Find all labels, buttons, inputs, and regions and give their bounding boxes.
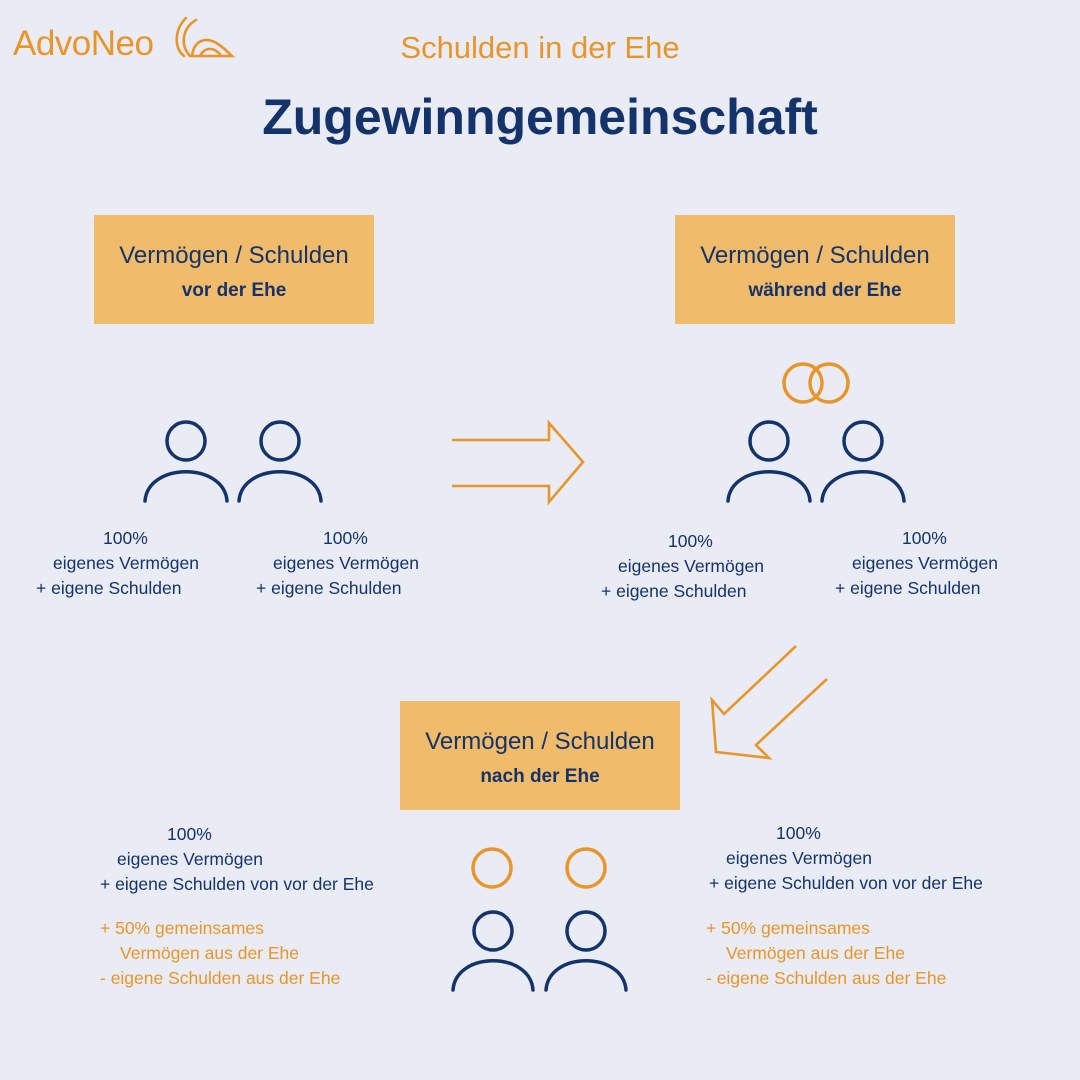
person-icon [453, 912, 533, 990]
person-icon [822, 422, 904, 501]
during-right-pct: 100% [902, 528, 947, 548]
after-left-shared-line3: - eigene Schulden aus der Ehe [100, 968, 341, 988]
arrow-right-icon [452, 423, 583, 502]
box-after-line1: Vermögen / Schulden [425, 728, 655, 755]
before-right-debts: + eigene Schulden [256, 578, 402, 598]
page-subtitle: Schulden in der Ehe [400, 30, 680, 65]
orange-circle-icon [567, 849, 605, 887]
page-title: Zugewinngemeinschaft [262, 89, 818, 145]
after-left-pct: 100% [167, 824, 212, 844]
logo-text: AdvoNeo [13, 24, 154, 63]
box-after-line2: nach der Ehe [480, 766, 600, 787]
wedding-rings-icon [784, 364, 848, 402]
after-right-debts: + eigene Schulden von vor der Ehe [709, 873, 983, 893]
box-before-line1: Vermögen / Schulden [119, 242, 349, 269]
before-right-assets: eigenes Vermögen [273, 553, 419, 573]
person-icon [728, 422, 810, 501]
after-right-shared-line1: + 50% gemeinsames [706, 918, 870, 938]
during-left-assets: eigenes Vermögen [618, 556, 764, 576]
after-left-assets: eigenes Vermögen [117, 849, 263, 869]
arrow-down-left-icon [712, 646, 827, 758]
person-icon [145, 422, 227, 501]
after-right-shared-line2: Vermögen aus der Ehe [726, 943, 906, 963]
box-before-line2: vor der Ehe [181, 280, 287, 301]
after-left-shared-line2: Vermögen aus der Ehe [120, 943, 300, 963]
after-left-debts: + eigene Schulden von vor der Ehe [100, 874, 374, 894]
person-icon [239, 422, 321, 501]
before-left-debts: + eigene Schulden [36, 578, 182, 598]
before-left-pct: 100% [103, 528, 148, 548]
after-right-assets: eigenes Vermögen [726, 848, 872, 868]
during-left-pct: 100% [668, 531, 713, 551]
after-right-pct: 100% [776, 823, 821, 843]
after-right-shared-line3: - eigene Schulden aus der Ehe [706, 968, 947, 988]
before-right-pct: 100% [323, 528, 368, 548]
after-left-shared-line1: + 50% gemeinsames [100, 918, 264, 938]
during-right-debts: + eigene Schulden [835, 578, 981, 598]
before-left-assets: eigenes Vermögen [53, 553, 199, 573]
box-during-line2: während der Ehe [748, 280, 902, 301]
orange-circle-icon [473, 849, 511, 887]
box-during-line1: Vermögen / Schulden [700, 242, 930, 269]
during-right-assets: eigenes Vermögen [852, 553, 998, 573]
person-icon [546, 912, 626, 990]
during-left-debts: + eigene Schulden [601, 581, 747, 601]
